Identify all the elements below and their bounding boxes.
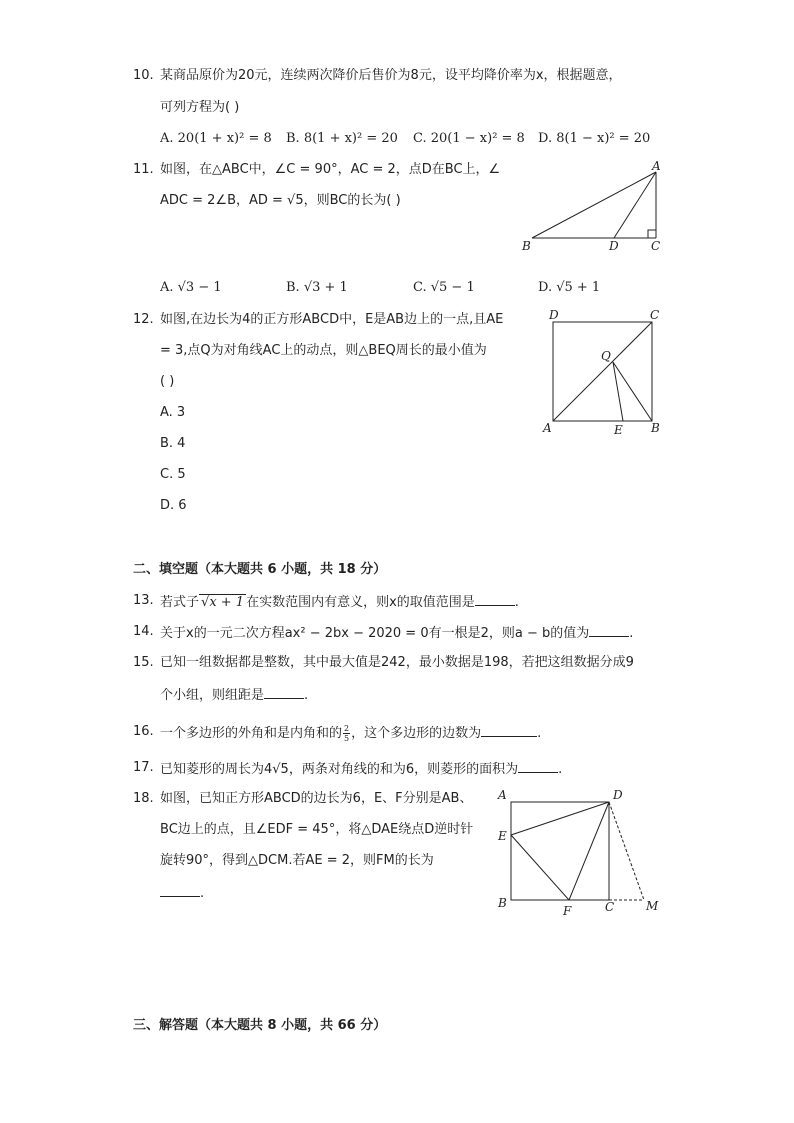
q16-text-post: ，这个多边形的边数为: [351, 726, 482, 741]
q12-option-b: B. 4: [160, 436, 186, 451]
q15-end: .: [304, 688, 309, 703]
q11-label-a: A: [652, 159, 661, 173]
q13-stem: [160, 593, 519, 611]
q16-stem: [160, 724, 541, 743]
q18-square-figure: [494, 786, 670, 918]
q15-text: 个小组，则组距是: [160, 688, 265, 703]
q11-stem-line2: ADC = 2∠B，AD = √5，则BC的长为( ): [160, 193, 401, 208]
q16-end: .: [537, 726, 542, 741]
q18-label-b: B: [498, 896, 507, 910]
q15-number: 15.: [133, 655, 154, 670]
q10-number: 10.: [133, 68, 154, 83]
q18-answer-blank[interactable]: [160, 884, 200, 897]
q11-label-b: B: [522, 239, 531, 253]
q17-number: 17.: [133, 760, 154, 775]
section-2-title: 二、填空题（本大题共 6 小题，共 18 分）: [133, 562, 387, 577]
q10-option-a: A. 20(1 + x)² = 8: [160, 131, 272, 146]
q11-option-c: C. √5 − 1: [413, 280, 475, 295]
q10-option-c: C. 20(1 − x)² = 8: [413, 131, 525, 146]
q13-radicand: x + 1: [209, 595, 245, 610]
q13-text-pre: 若式子: [160, 595, 200, 610]
q18-end: .: [200, 886, 205, 901]
q12-label-c: C: [650, 308, 660, 322]
q13-number: 13.: [133, 593, 154, 608]
q11-label-d: D: [609, 239, 619, 253]
q12-stem-line1: 如图,在边长为4的正方形ABCD中，E是AB边上的一点,且AE: [160, 312, 504, 327]
q12-square-figure: [540, 306, 670, 438]
q12-label-d: D: [549, 308, 559, 322]
q12-option-a: A. 3: [160, 405, 186, 420]
q11-option-a: A. √3 − 1: [160, 280, 222, 295]
q16-frac-denominator: 5: [344, 734, 350, 743]
q18-stem-line4: [160, 884, 204, 902]
q10-option-b: B. 8(1 + x)² = 20: [286, 131, 398, 146]
q17-answer-blank[interactable]: [518, 760, 558, 773]
q18-stem-line3: 旋转90°，得到△DCM.若AE = 2，则FM的长为: [160, 853, 434, 868]
q14-stem: [160, 624, 633, 642]
q12-label-e: E: [614, 423, 623, 437]
q10-stem-line1: 某商品原价为20元，连续两次降价后售价为8元，设平均降价率为x，根据题意，: [160, 68, 622, 83]
q12-label-a: A: [543, 421, 552, 435]
q10-stem-line2: 可列方程为( ): [160, 100, 240, 115]
q12-stem-line3: ( ): [160, 374, 175, 389]
q11-option-b: B. √3 + 1: [286, 280, 348, 295]
q11-option-d: D. √5 + 1: [538, 280, 601, 295]
q18-label-f: F: [563, 904, 572, 918]
q17-stem: [160, 760, 562, 778]
q15-stem-line2: [160, 686, 308, 704]
q18-label-m: M: [646, 899, 659, 913]
section-3-title: 三、解答题（本大题共 8 小题，共 66 分）: [133, 1018, 387, 1033]
q12-number: 12.: [133, 312, 154, 327]
q18-stem-line2: BC边上的点，且∠EDF = 45°，将△DAE绕点D逆时针: [160, 822, 474, 837]
q14-number: 14.: [133, 624, 154, 639]
q12-option-d: D. 6: [160, 498, 187, 513]
q17-end: .: [558, 762, 563, 777]
q14-text: 关于x的一元二次方程ax² − 2bx − 2020 = 0有一根是2，则a − b的值为: [160, 626, 590, 641]
q11-number: 11.: [133, 162, 154, 177]
q10-option-d: D. 8(1 − x)² = 20: [538, 131, 651, 146]
q16-text-pre: 一个多边形的外角和是内角和的: [160, 726, 343, 741]
q17-text: 已知菱形的周长为4√5，两条对角线的和为6，则菱形的面积为: [160, 762, 519, 777]
q12-label-b: B: [651, 421, 660, 435]
q16-fraction: [343, 724, 350, 743]
q13-answer-blank[interactable]: [475, 593, 515, 606]
q13-text-post: 在实数范围内有意义，则x的取值范围是: [246, 595, 475, 610]
q12-stem-line2: = 3,点Q为对角线AC上的动点，则△BEQ周长的最小值为: [160, 343, 487, 358]
q15-answer-blank[interactable]: [264, 686, 304, 699]
q13-end: .: [514, 595, 519, 610]
q16-answer-blank[interactable]: [481, 724, 537, 737]
q14-answer-blank[interactable]: [589, 624, 629, 637]
q18-number: 18.: [133, 791, 154, 806]
q11-label-c: C: [651, 239, 661, 253]
q16-frac-numerator: 2: [344, 724, 350, 733]
q16-number: 16.: [133, 724, 154, 739]
q18-label-e: E: [498, 829, 507, 843]
q11-stem-line1: 如图，在△ABC中，∠C = 90°，AC = 2，点D在BC上，∠: [160, 162, 501, 177]
q18-label-c: C: [605, 900, 615, 914]
q18-label-a: A: [498, 788, 507, 802]
q12-label-q: Q: [601, 349, 611, 363]
q11-triangle-figure: [518, 158, 668, 258]
q18-label-d: D: [613, 788, 623, 802]
q14-end: .: [629, 626, 634, 641]
q13-radical: √x + 1: [201, 595, 245, 610]
q18-stem-line1: 如图，已知正方形ABCD的边长为6，E、F分别是AB、: [160, 791, 473, 806]
q12-option-c: C. 5: [160, 467, 186, 482]
q15-stem-line1: 已知一组数据都是整数，其中最大值是242，最小数据是198，若把这组数据分成9: [160, 655, 634, 670]
